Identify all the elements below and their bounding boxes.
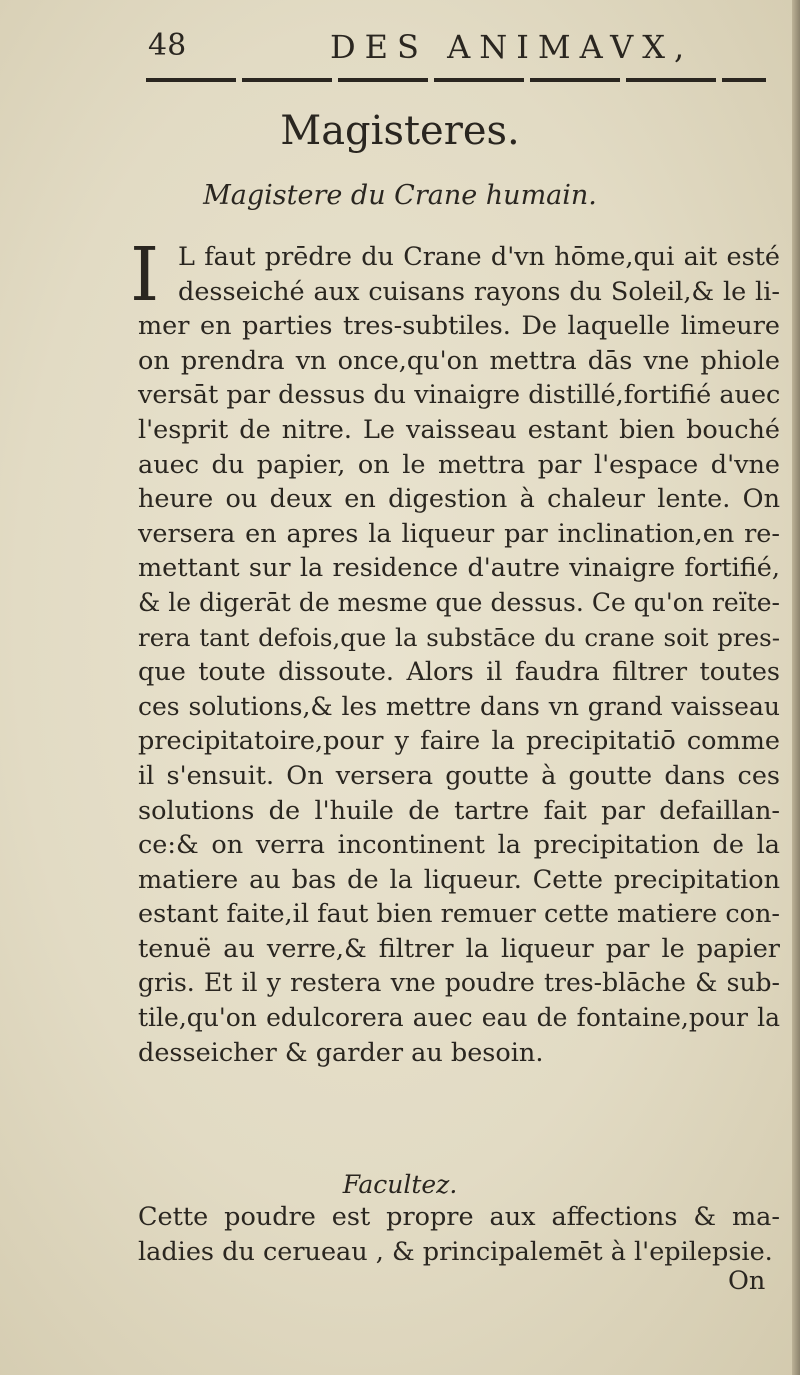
subtitle: Magistere du Crane humain.	[203, 180, 597, 211]
text-line: matiere au bas de la liqueur. Cette precipitation	[138, 864, 780, 895]
paragraph-2	[138, 1200, 780, 1269]
text-line: mettant sur la residence d'autre vinaigre fortifié,	[138, 553, 780, 584]
text-line: versāt par dessus du vinaigre distillé,fortifié auec	[138, 380, 781, 411]
text-line: auec du papier, on le mettra par l'espace d'vne	[138, 449, 780, 480]
text-line: il s'ensuit. On versera goutte à goutte dans ces	[138, 760, 780, 791]
running-title: DES ANIMAVX,	[330, 28, 694, 66]
page-number: 48	[148, 28, 187, 63]
text-line: tile,qu'on edulcorera auec eau de fontaine,pour la	[138, 1003, 780, 1033]
text-line: L faut prēdre du Crane d'vn hōme,qui ait esté	[178, 242, 780, 272]
facultez-heading: Facultez.	[342, 1170, 458, 1199]
text-line: estant faite,il faut bien remuer cette matiere con-	[138, 899, 780, 930]
drop-initial: I	[130, 232, 160, 318]
text-line: Cette poudre est propre aux affections & ma-	[138, 1202, 780, 1232]
text-line: desseicher & garder au besoin.	[138, 1037, 544, 1068]
text-line: solutions de l'huile de tartre fait par defaillan-	[138, 795, 780, 826]
text-line: desseiché aux cuisans rayons du Soleil,& le li-	[178, 276, 780, 307]
text-line: & le digerāt de mesme que dessus. Ce qu'on reïte-	[138, 587, 780, 617]
text-line: on prendra vn once,qu'on mettra dās vne phiole	[138, 345, 780, 376]
section-title: Magisteres.	[280, 108, 520, 154]
text-line: tenuë au verre,& filtrer la liqueur par le papier	[138, 933, 780, 964]
paragraph-1	[130, 232, 781, 1070]
text-line: precipitatoire,pour y faire la precipitatiō comme	[138, 726, 780, 757]
text-line: ladies du cerueau , & principalemēt à l'epilepsie.	[138, 1236, 773, 1267]
text-line: rera tant defois,que la substāce du crane soit pres-	[138, 622, 780, 652]
running-head	[140, 22, 780, 72]
text-line: que toute dissoute. Alors il faudra filtrer toutes	[138, 657, 780, 688]
text-line: l'esprit de nitre. Le vaisseau estant bien bouché	[138, 414, 780, 445]
text-line: ces solutions,& les mettre dans vn grand vaisseau	[138, 691, 780, 721]
text-line: versera en apres la liqueur par inclination,en re-	[138, 518, 780, 549]
text-line: gris. Et il y restera vne poudre tres-blāche & sub-	[138, 968, 780, 998]
header-rule	[146, 78, 766, 82]
text-line: heure ou deux en digestion à chaleur lente. On	[138, 484, 780, 515]
text-line: mer en parties tres-subtiles. De laquelle limeure	[138, 311, 780, 342]
text-line: ce:& on verra incontinent la precipitation de la	[138, 830, 780, 861]
catchword: On	[728, 1266, 766, 1296]
